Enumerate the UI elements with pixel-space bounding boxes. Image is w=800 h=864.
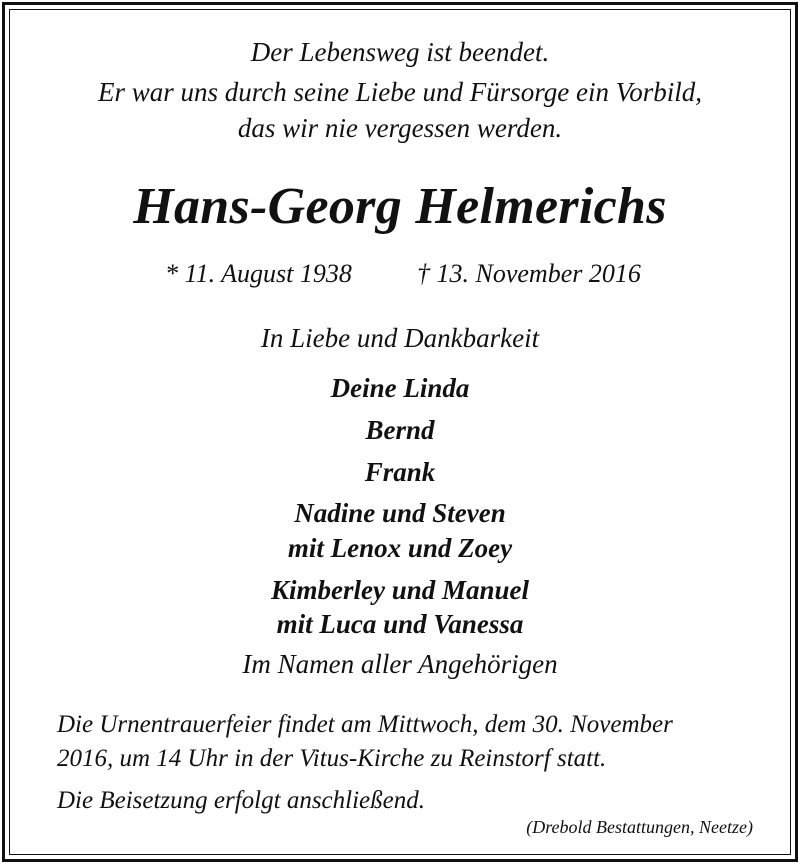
burial-note: Die Beisetzung erfolgt anschließend. (57, 787, 425, 814)
obituary-notice (2, 2, 798, 862)
mourner-entry: Frank (364, 457, 436, 487)
service-line-2: 2016, um 14 Uhr in der Vitus-Kirche zu Reinstorf statt. (57, 745, 607, 772)
death-date: † 13. November 2016 (417, 259, 641, 288)
undertaker-credit: (Drebold Bestattungen, Neetze) (526, 817, 753, 837)
mourner-entry: Kimberley und Manuel (270, 575, 530, 605)
mourner-entry: Bernd (365, 415, 435, 445)
intro-line-2: Er war uns durch seine Liebe und Fürsorge ein Vorbild, (98, 77, 702, 107)
mourner-entry: mit Lenox und Zoey (287, 533, 513, 563)
mourners-heading: In Liebe und Dankbarkeit (260, 323, 540, 353)
mourner-entry: Deine Linda (330, 373, 470, 403)
birth-date: * 11. August 1938 (165, 259, 352, 288)
mourner-entry: Nadine und Steven (294, 498, 506, 528)
intro-line-3: das wir nie vergessen werden. (237, 113, 563, 143)
service-line-1: Die Urnentrauerfeier findet am Mittwoch, dem 30. November (57, 711, 673, 738)
intro-line-1: Der Lebensweg ist beendet. (250, 37, 550, 67)
deceased-name: Hans-Georg Helmerichs (133, 178, 667, 235)
mourner-entry: mit Luca und Vanessa (276, 609, 524, 639)
mourners-closing: Im Namen aller Angehörigen (242, 649, 558, 679)
